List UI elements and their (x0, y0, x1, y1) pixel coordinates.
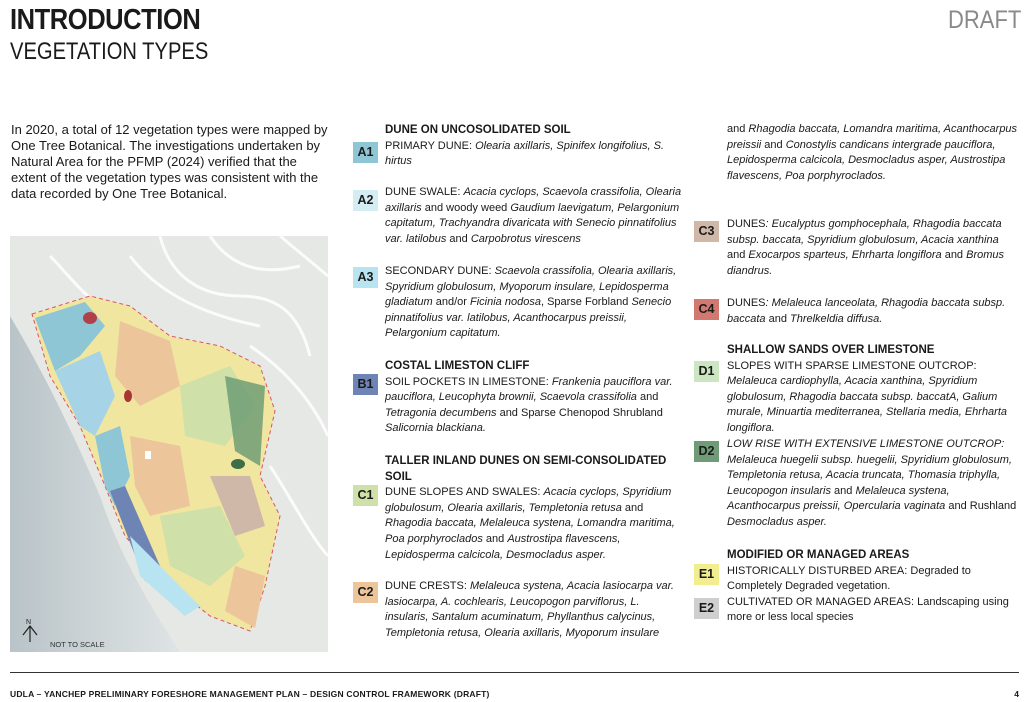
patch-d2-dark (231, 459, 245, 469)
legend-a3-text: SECONDARY DUNE: Scaevola crassifolia, Olearia axillaris, Spyridium globulosum, Myoporum insulare, Lepidosperma gladiatum and/or Ficinia nodosa, Sparse Forbland Senecio pinnatifolius var. latilobus, Acanthocarpus preissii, Pelargonium capitatum. (385, 265, 677, 340)
legend-code-e1: E1 (694, 564, 719, 585)
legend-group-b (385, 359, 685, 437)
legend-e1-text: HISTORICALLY DISTURBED AREA: Degraded to Completely Degraded vegetation. (727, 564, 971, 593)
legend-group-header: TALLER INLAND DUNES ON SEMI-CONSOLIDATED SOIL (385, 455, 667, 483)
vegetation-map (10, 236, 328, 652)
intro-paragraph: In 2020, a total of 12 vegetation types were mapped by One Tree Botanical. The investigations undertaken by Natural Area for the PFMP (2024) verified that the extent of the vegetation types was consistent with the data recorded by One Tree Botanical. (11, 122, 328, 201)
page-subtitle: VEGETATION TYPES (10, 38, 209, 65)
page-title: INTRODUCTION (10, 4, 201, 36)
legend-group-header: COSTAL LIMESTON CLIFF (385, 360, 530, 372)
legend-group-c (385, 454, 685, 563)
legend-c3-text: DUNES: Eucalyptus gomphocephala, Rhagodia baccata subsp. baccata, Spyridium globulosum, Acacia xanthina and Exocarpos sparteus, Ehrharta longiflora and Bromus diandrus. (727, 218, 1005, 277)
legend-code-d1: D1 (694, 361, 719, 382)
legend-b1-text: SOIL POCKETS IN LIMESTONE: Frankenia pauciflora var. pauciflora, Leucophyta brownii, Scaevola crassifolia and Tetragonia decumbens and Sparse Chenopod Shrubland Salicornia blackiana. (385, 375, 673, 435)
legend-code-c1: C1 (353, 485, 378, 506)
patch-c4 (83, 312, 97, 324)
legend-code-b1: B1 (353, 374, 378, 395)
page-number: 4 (1014, 689, 1019, 699)
legend-code-a2: A2 (353, 190, 378, 211)
legend-group-header: SHALLOW SANDS OVER LIMESTONE (727, 344, 935, 356)
north-label: N (26, 619, 32, 626)
legend-code-c3: C3 (694, 221, 719, 242)
draft-label: DRAFT (947, 6, 1021, 34)
building (145, 451, 151, 459)
legend-e2-text: CULTIVATED OR MANAGED AREAS: Landscaping using more or less local species (727, 595, 1009, 624)
patch-c4-b (124, 390, 132, 402)
scale-note: NOT TO SCALE (50, 640, 105, 649)
legend-code-c4: C4 (694, 299, 719, 320)
vegetation-map-graphic (10, 236, 328, 652)
legend-c2-text-part2: and Rhagodia baccata, Lomandra maritima, Acanthocarpus preissii and Conostylis candicans intergrade pauciflora, Lepidosperma calcicola, Desmocladus asper, Austrostipa flavescens, Poa porphyroclados. (727, 123, 1018, 182)
legend-code-a3: A3 (353, 267, 378, 288)
footer-divider (10, 672, 1019, 673)
legend-code-c2: C2 (353, 582, 378, 603)
legend-group-header: DUNE ON UNCOSOLIDATED SOIL (385, 124, 571, 136)
legend-a2-text: DUNE SWALE: Acacia cyclops, Scaevola crassifolia, Olearia axillaris and woody weed Gaudium laevigatum, Pelargonium capitatum, Trachyandra divaricata with Senecio pinnatifolius var. latilobus and Carpobrotus virescens (385, 186, 682, 245)
legend-code-e2: E2 (694, 598, 719, 619)
legend-code-a1: A1 (353, 142, 378, 163)
legend-a1-text: PRIMARY DUNE: Olearia axillaris, Spinifex longifolius, S. hirtus (385, 139, 664, 168)
legend-c2-text-part1: DUNE CRESTS: Melaleuca systena, Acacia lasiocarpa var. lasiocarpa, A. cochlearis, Leucopogon parviflorus, L. insularis, Santalum acuminatum, Phyllanthus calycinus, Templetonia retusa, Olearia axillaris, Myoporum insulare (385, 580, 674, 639)
footer-text: UDLA – YANCHEP PRELIMINARY FORESHORE MANAGEMENT PLAN – DESIGN CONTROL FRAMEWORK (DRAFT) (10, 689, 490, 699)
legend-group-d (727, 343, 1019, 437)
legend-group-header: MODIFIED OR MANAGED AREAS (727, 549, 910, 561)
legend-group-a (385, 123, 685, 170)
legend-d2-text: LOW RISE WITH EXTENSIVE LIMESTONE OUTCROP: Melaleuca huegelii subsp. huegelii, Spyridium globulosum, Templetonia retusa, Acacia truncata, Thomasia triphylla, Leucopogon insularis and Melaleuca systena, Acanthocarpus preissii, Opercularia vaginata and Rushland Desmocladus asper. (727, 438, 1017, 528)
legend-c1-text: DUNE SLOPES AND SWALES: Acacia cyclops, Spyridium globulosum, Olearia axillaris, Templetonia retusa and Rhagodia baccata, Melaleuca systena, Lomandra maritima, Poa porphyroclados and Austrostipa flavescens, Lepidosperma calcicola, Desmocladus asper. (385, 486, 675, 561)
legend-group-e (727, 548, 1019, 626)
legend-d1-text: SLOPES WITH SPARSE LIMESTONE OUTCROP: Melaleuca cardiophylla, Acacia xanthina, Spyridium globulosum, Rhagodia baccata subsp. baccatA, Galium murale, Minuartia mediterranea, Stellaria media, Ehrharta longiflora. (727, 359, 1008, 434)
legend-code-d2: D2 (694, 441, 719, 462)
legend-c4-text: DUNES: Melaleuca lanceolata, Rhagodia baccata subsp. baccata and Threlkeldia diffusa. (727, 297, 1006, 325)
